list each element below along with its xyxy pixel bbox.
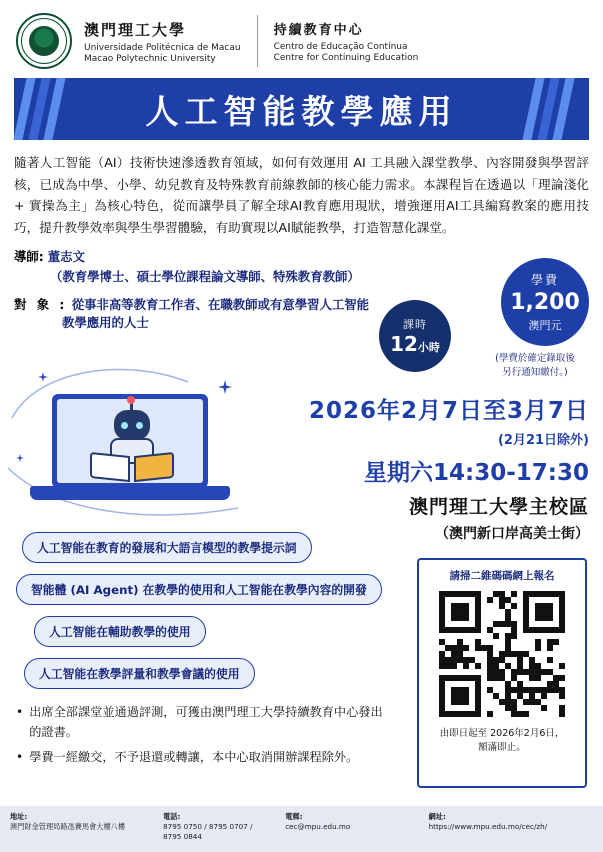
- fee-amount: 1,200: [510, 290, 580, 315]
- footer-column-email: [285, 812, 420, 846]
- footer-address-title: 地址:: [10, 812, 28, 821]
- footer-phone-title: 電話:: [163, 812, 181, 821]
- topic-pill: 人工智能在教育的發展和大語言模型的教學提示詞: [22, 532, 312, 563]
- banner-stripes-right: [529, 78, 583, 140]
- qr-title: 請掃二維碼碼網上報名: [449, 570, 555, 582]
- note-text: 學費一經繳交，不予退還或轉讓，本中心取消開辦課程除外。: [29, 749, 359, 764]
- schedule-block: [249, 392, 589, 487]
- macao-polytechnic-crest-icon: [16, 13, 72, 69]
- footer-phone-line: 8795 0750 / 8795 0707 /: [163, 822, 253, 832]
- footer-website-title: 網址:: [428, 812, 446, 821]
- fee-label: 學費: [530, 273, 559, 287]
- fee-badge: [501, 258, 589, 346]
- schedule-exception: (2月21日除外): [497, 433, 589, 448]
- instructor-row: [14, 247, 589, 267]
- qr-registration-panel[interactable]: [417, 558, 587, 788]
- note-text: 出席全部課堂並通過評測，可獲由澳門理工大學持續教育中心發出的證書。: [29, 705, 383, 740]
- bullet-icon: •: [16, 705, 24, 719]
- list-item: [16, 702, 388, 743]
- bullet-icon: •: [16, 749, 24, 764]
- university-name-en: Macao Polytechnic University: [84, 53, 216, 64]
- centre-name-pt: Centro de Educação Contínua: [273, 42, 408, 52]
- banner-stripes-left: [20, 78, 74, 140]
- hours-unit: 小時: [417, 341, 440, 354]
- footer-address-line: 澳門財金管理局路氹賽馬會大樓八樓: [10, 822, 126, 832]
- header-divider: [257, 15, 258, 67]
- page-title: 人工智能教學應用: [145, 91, 458, 131]
- schedule-time: 星期六14:30-17:30: [364, 460, 589, 486]
- footer-column-address: [10, 812, 155, 846]
- list-item: [16, 747, 388, 767]
- fee-note: (學費於確定錄取後 另行通知繳付。): [495, 353, 575, 379]
- centre-name-cn: 持續教育中心: [273, 23, 364, 38]
- qr-note: 由即日起至 2026年2月6日， 額滿即止。: [439, 728, 565, 754]
- hours-value: 12: [390, 332, 418, 356]
- hours-value-group: [390, 332, 440, 356]
- instructor-name: 董志文: [47, 248, 85, 264]
- course-description: 隨著人工智能（AI）技術快速滲透教育領域，如何有效運用 AI 工具融入課堂教學、內容開發與學習評核，已成為中學、小學、幼兒教育及特殊教育前線教師的核心能力需求。本課程旨在透過以「理論淺化 + 實操為主」為核心特色，從而讓學員了解全球AI教育應用現狀，增強運用AI工具編寫教案的應用技巧，提升教學效率與學生學習體驗，有助實現以AI賦能教學，打造智慧化課堂。: [14, 155, 589, 235]
- page-footer: [0, 806, 603, 852]
- footer-column-website: [429, 812, 593, 846]
- notes-list: [16, 702, 388, 767]
- instructor-label: 導師:: [14, 248, 44, 264]
- footer-column-phone: [163, 812, 277, 846]
- centre-names: [274, 19, 419, 63]
- target-line2: 教學應用的人士: [62, 314, 149, 330]
- topic-pill: 智能體 (AI Agent) 在教學的使用和人工智能在教學內容的開發: [16, 574, 382, 605]
- hours-badge: [379, 300, 451, 372]
- topics-list: [12, 532, 420, 700]
- page-header: [0, 0, 603, 78]
- venue-address: （澳門新口岸高美士街）: [435, 526, 589, 542]
- target-label: 對 象 :: [14, 296, 68, 312]
- topic-pill: 人工智能在輔助教學的使用: [34, 616, 206, 647]
- laptop-robot-reading-icon: [8, 358, 278, 528]
- target-line1: 從事非高等教育工作者、在職教師或有意學習人工智能: [71, 296, 370, 312]
- footer-phone-line: 8795 0844: [163, 832, 202, 842]
- university-names: [84, 19, 241, 64]
- footer-email-title: 電郵:: [285, 812, 303, 821]
- instructor-credentials: （教育學博士、碩士學位課程論文導師、特殊教育教師）: [50, 268, 360, 284]
- footer-website-line[interactable]: https://www.mpu.edu.mo/cec/zh/: [428, 822, 548, 832]
- university-name-cn: 澳門理工大學: [84, 20, 187, 39]
- schedule-date-range: 2026年2月7日至3月7日: [308, 398, 589, 424]
- centre-name-en: Centre for Continuing Education: [273, 53, 419, 63]
- hours-label: 課時: [403, 318, 427, 331]
- university-name-pt: Universidade Politécnica de Macau: [84, 42, 241, 53]
- qr-code-icon[interactable]: [439, 591, 565, 717]
- footer-email-line[interactable]: cec@mpu.edu.mo: [285, 822, 351, 832]
- fee-currency: 澳門元: [528, 319, 562, 332]
- venue-name: 澳門理工大學主校區: [408, 496, 589, 518]
- title-banner: [14, 78, 589, 140]
- topic-pill: 人工智能在教學評量和教學會議的使用: [24, 658, 255, 689]
